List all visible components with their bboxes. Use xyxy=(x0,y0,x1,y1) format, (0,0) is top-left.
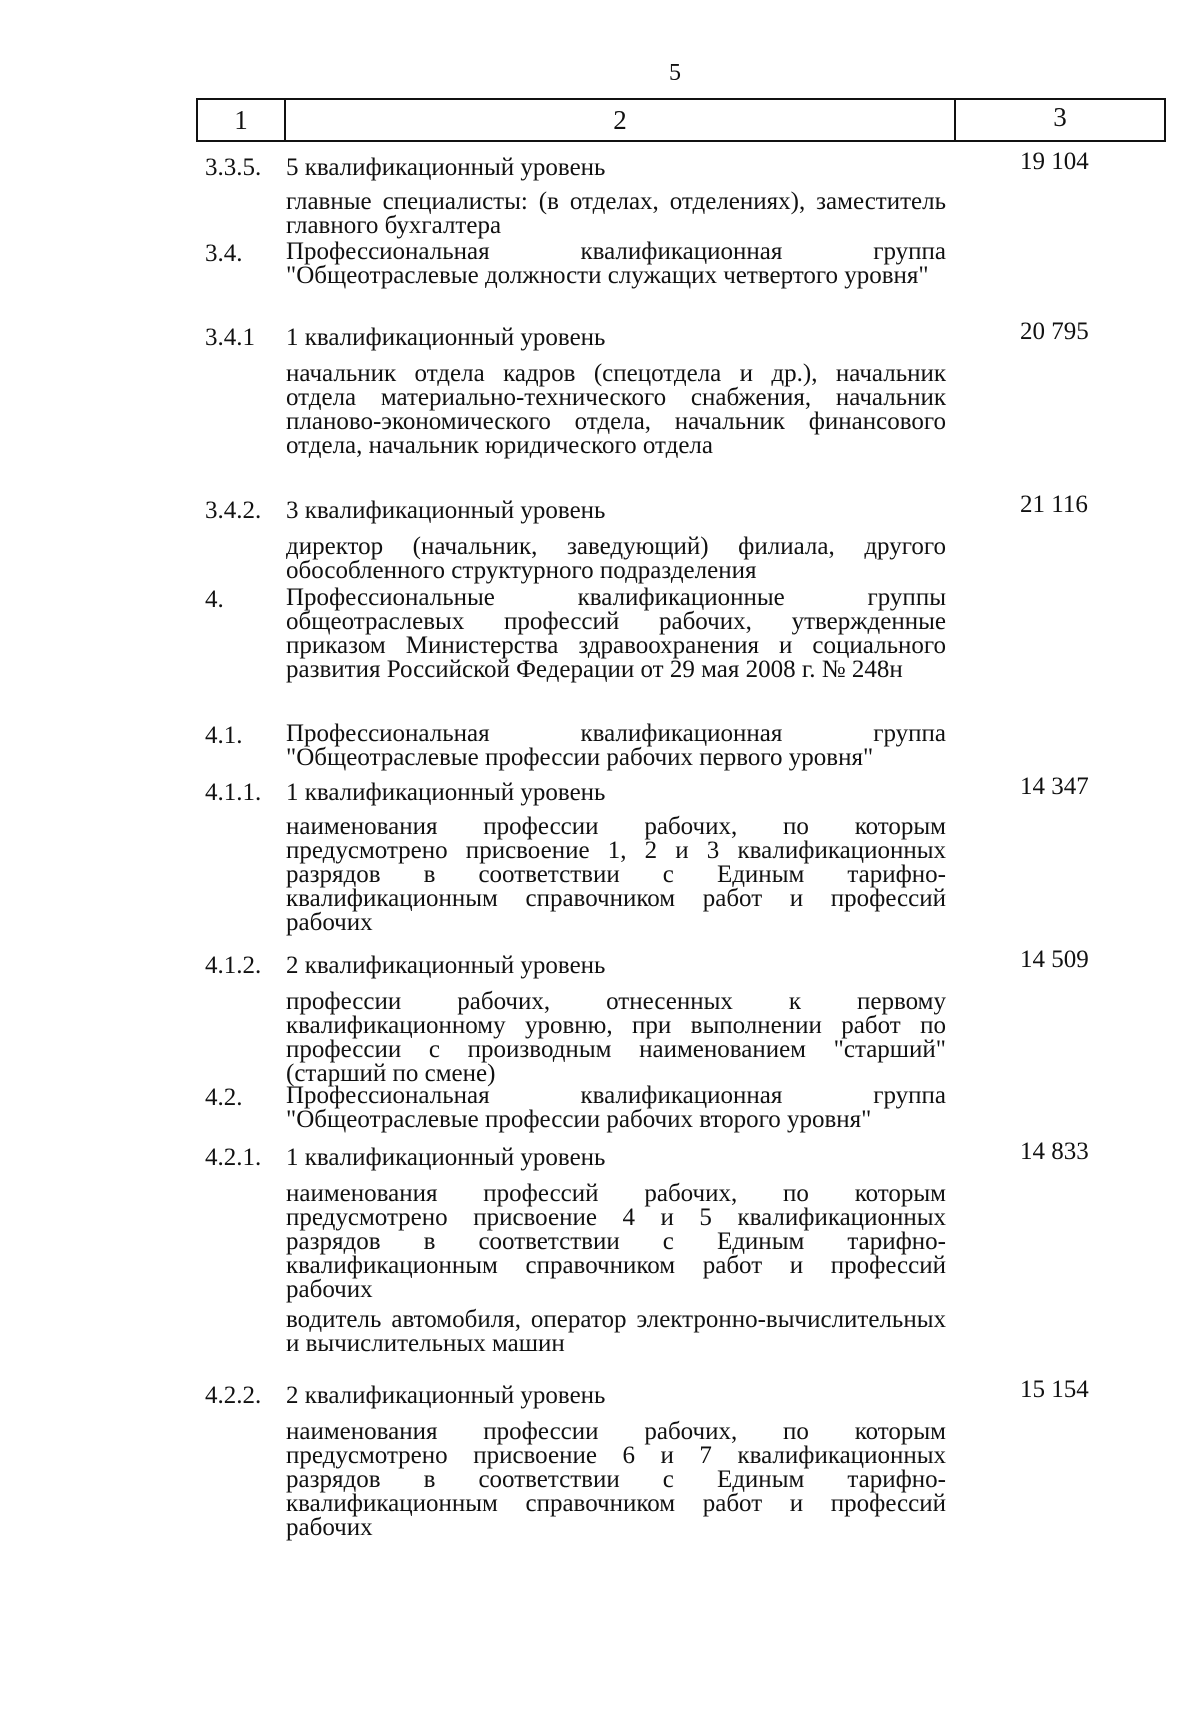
group-title: Профессиональная квалификационная группа "Общеотраслевые профессии рабочих второго уровня" xyxy=(286,1082,946,1133)
row-description: начальник отдела кадров (спецотдела и др.), начальник отдела материально-технического снабжения, начальник планово-экономического отдела, начальник финансового отдела, начальник юридического отдела xyxy=(286,360,946,459)
row-description: наименования профессий рабочих, по которым предусмотрено присвоение 4 и 5 квалификационных разрядов в соответствии с Единым тарифно-квалификационным справочником работ и профессий рабочих xyxy=(286,1180,946,1303)
row-number: 4.1.2. xyxy=(205,952,262,979)
row-number: 3.3.5. xyxy=(205,154,262,181)
row-number: 4.2.2. xyxy=(205,1382,262,1409)
row-number: 4.1.1. xyxy=(205,779,262,806)
row-number: 4.2.1. xyxy=(205,1144,262,1171)
salary-value: 14 833 xyxy=(1020,1138,1089,1165)
qualification-level: 1 квалификационный уровень xyxy=(286,1144,606,1171)
header-col-2: 2 xyxy=(286,100,956,140)
qualification-level: 1 квалификационный уровень xyxy=(286,324,606,351)
row-number: 4. xyxy=(205,586,224,613)
qualification-level: 3 квалификационный уровень xyxy=(286,497,606,524)
qualification-level: 1 квалификационный уровень xyxy=(286,779,606,806)
group-title: Профессиональная квалификационная группа "Общеотраслевые профессии рабочих первого уровня" xyxy=(286,720,946,771)
salary-value: 21 116 xyxy=(1020,491,1088,518)
row-number: 3.4.2. xyxy=(205,497,262,524)
qualification-level: 5 квалификационный уровень xyxy=(286,154,606,181)
qualification-level: 2 квалификационный уровень xyxy=(286,1382,606,1409)
row-number: 3.4. xyxy=(205,240,243,267)
row-description: директор (начальник, заведующий) филиала, другого обособленного структурного подразделения xyxy=(286,533,946,584)
row-number: 3.4.1 xyxy=(205,324,255,351)
group-title: Профессиональные квалификационные группы общеотраслевых профессий рабочих, утвержденные приказом Министерства здравоохранения и социального развития Российской Федерации от 29 мая 2008 г. № 248н xyxy=(286,584,946,683)
salary-value: 14 509 xyxy=(1020,946,1089,973)
row-description-extra: водитель автомобиля, оператор электронно-вычислительных и вычислительных машин xyxy=(286,1306,946,1357)
salary-value: 20 795 xyxy=(1020,318,1089,345)
salary-value: 19 104 xyxy=(1020,148,1089,175)
table-header xyxy=(196,98,1166,142)
salary-value: 14 347 xyxy=(1020,773,1089,800)
row-description: наименования профессии рабочих, по которым предусмотрено присвоение 1, 2 и 3 квалификационных разрядов в соответствии с Единым тарифно-квалификационным справочником работ и профессий рабочих xyxy=(286,813,946,936)
header-col-1: 1 xyxy=(198,100,286,140)
header-col-3: 3 xyxy=(1053,102,1067,132)
row-description: профессии рабочих, отнесенных к первому квалификационному уровню, при выполнении работ по профессии с производным наименованием "старший" (старший по смене) xyxy=(286,988,946,1087)
row-description: главные специалисты: (в отделах, отделениях), заместитель главного бухгалтера xyxy=(286,188,946,239)
salary-value: 15 154 xyxy=(1020,1376,1089,1403)
row-number: 4.2. xyxy=(205,1084,243,1111)
row-description: наименования профессии рабочих, по которым предусмотрено присвоение 6 и 7 квалификационных разрядов в соответствии с Единым тарифно-квалификационным справочником работ и профессий рабочих xyxy=(286,1418,946,1541)
row-number: 4.1. xyxy=(205,722,243,749)
qualification-level: 2 квалификационный уровень xyxy=(286,952,606,979)
page-number: 5 xyxy=(669,60,681,86)
group-title: Профессиональная квалификационная группа "Общеотраслевые должности служащих четвертого уровня" xyxy=(286,238,946,289)
